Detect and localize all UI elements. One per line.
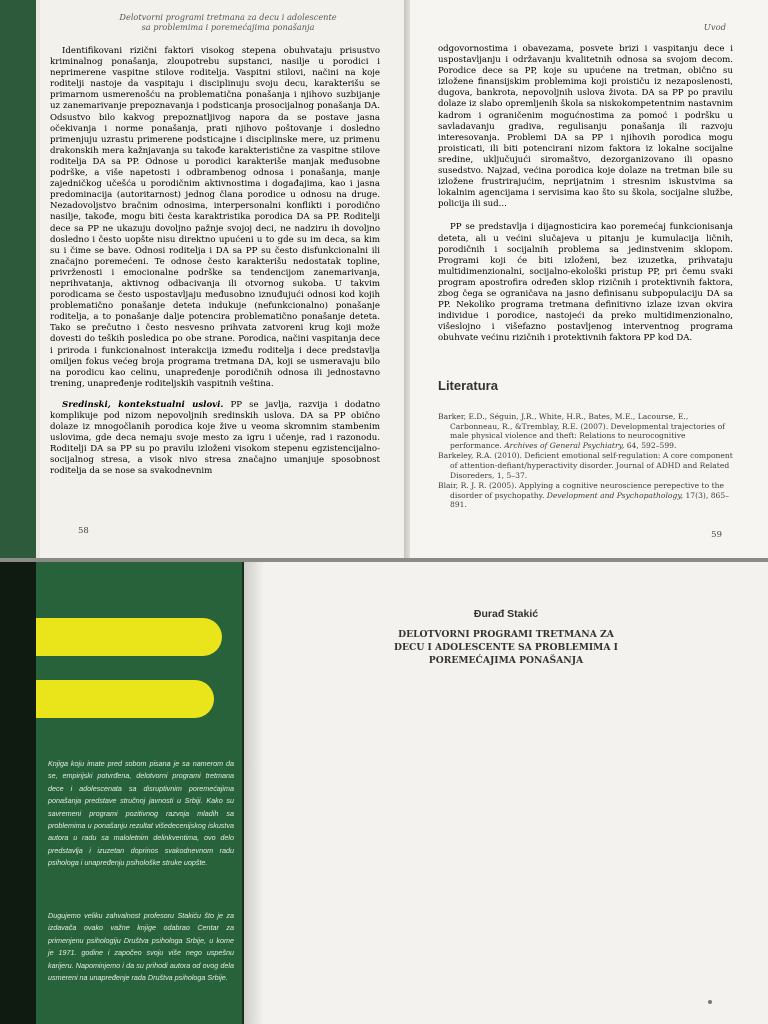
right-paragraph-2: PP se predstavlja i dijagnosticira kao poremećaj funkcionisanja deteta, ali u većini slučajeva u pitanju je kumulacija ličnih, porodičnih i socijalnih problema sa jedinstvenim sklopom. Programi koji će biti izloženi, bez izuzetka, prihvataju multidimenzionalni, socijalno-ekološki pristup PP, pri čemu svaki program apostrofira određen sklop rizičnih i protektivnih faktora, zbog čega se ograničava na jasno definisanu subpopulaciju DA sa PP. Nekoliko programa tretmana definitivno izlaze izvan okvira individue i porodice, nastojeći da preko multidimenzionalno, višeslojno i višefazno postavljenog interventnog programa obuhvate većinu rizičnih i protektivnih faktora PP kod DA. [438,222,733,344]
author-name: Đurađ Stakić [473,608,539,620]
section-lead: Sredinski, kontekstualni uslovi. [62,399,224,410]
left-header-line2: sa problemima i poremećajima ponašanja [141,22,315,32]
back-cover [36,562,242,1024]
page-mark [708,1000,712,1004]
reference-list [438,412,738,511]
title-line-2: DECU I ADOLESCENTE SA PROBLEMIMA I [394,642,618,653]
right-page-body [438,44,733,344]
right-running-header: Uvod [703,22,726,32]
cover-blurb-2: Dugujemo veliku zahvalnost profesoru Stakiću što je za izdavača ovako važne knjige odabrao Centar za primenjenu psihologiju Društva psihologa Srbije, u kome je 1971. godine i započeo svoju više nego uspešnu karijeru. Napominjemo i da su prihodi autora od ovog dela usmereni na unapređenje rada Društva psihologa Srbije. [48,911,234,983]
left-running-header [78,12,378,32]
yellow-bar-bottom [36,680,214,718]
literature-heading: Literatura [438,378,498,393]
left-header-line1: Delotvorni programi tretmana za decu i adolescente [119,12,337,22]
left-page-body [50,46,380,478]
book-edge [0,0,40,558]
right-paragraph-1: odgovornostima i obavezama, posvete brizi i vaspitanju dece i uspostavljanju i održavanju kvalitetnih odnosa sa svojom decom. Porodice dece sa PP, koje su upućene na tretman, obično su izložene finansijskim problemima koji proističu iz nezaposlenosti, dugova, bankrota, nepovoljnih uslova života. DA sa PP po pravilu dolaze iz slabo opremljenih škola sa niskokompetentnim nastavnim kadrom i ograničenim mogućnostima za pomoć i podršku u savladavanju gradiva, regulisanju ponašanja ili razvoju interesovanja. Problemi DA sa PP i njihovih porodica mogu proisticati, ili biti potencirani nizom faktora iz lokalne socijalne sredine, uključujući siromaštvo, dezorganizovano ili opasno susedstvo. Najzad, većina porodica koje dolaze na tretman bile su izložene frustrirajućim, neprijatnim i stresnim iskustvima sa lokalnim agencijama i servisima kao što su škola, socijalne službe, policija ili sud... [438,44,733,210]
title-line-1: DELOTVORNI PROGRAMI TRETMANA ZA [398,629,614,640]
page-number-right: 59 [711,530,722,540]
left-paragraph-2 [50,400,380,478]
reference-item: Blair, R. J. R. (2005). Applying a cognitive neuroscience perepective to the disorder of psychopathy. Development and Psychopathology, 17(3), 865–891. [438,481,729,510]
cover-blurb-1: Knjiga koju imate pred sobom pisana je sa namerom da se, empirijski potvrđena, delotvorni programi tretmana dece i adolescenata sa disruptivnim poremećajima ponašanja predstave stručnoj javnosti u Srbiji. Kako su savremeni programi pozitivnog razvoja mladih sa problemima u ponašanju rezultat višedecenijskog iskustva autora u radu sa maloletnim delinkventima, ovo delo predstavlja i izuzetan doprinos svakodnevnom radu psihologa i unapređenju psihološke struke uopšte. [48,759,234,868]
left-paragraph-2-text: PP se javlja, razvija i dodatno komplikuje pod nizom nepovoljnih sredinskih uslova. DA sa PP obično dolaze iz mnogočlanih porodica koje žive u veoma skromnim stambenim uslovima, gde deca nemaju svoje mesto za igru i učenje, rad i razonodu. Roditelji DA sa PP su po pravilu izloženi visokom stepenu egzistencijalno-socijalnog stresa, a visok nivo stresa značajno umanjuje sposobnost roditelja da se nose sa svakodnevnim [50,399,380,477]
title-line-3: POREMEĆAJIMA PONAŠANJA [428,655,584,666]
page-number-left: 58 [78,526,89,536]
reference-item: Barkeley, R.A. (2010). Deficient emotional self-regulation: A core component of attention-defiant/hyperactivity disorder. Journal of ADHD and Related Disoreders, 1, 5–37. [438,451,733,480]
reference-item: Barker, E.D., Séguin, J.R., White, H.R., Bates, M.E., Lacourse, E., Carbonneau, R., &Tremblay, R.E. (2007). Developmental trajectories of male physical violence and theft: Relations to neurocognitive performance. Archives of General Psychiatry, 64, 592–599. [438,412,725,450]
cover-dark-strip [0,562,36,1024]
book-title [244,628,768,667]
yellow-bar-top [36,618,222,656]
left-paragraph-1: Identifikovani rizični faktori visokog stepena obuhvataju prisustvo kriminalnog ponašanja, zloupotrebu supstanci, nasilje u porodici i neprimerene vaspitne stilove roditelja. Vaspitni stilovi, načini na koje roditelji nastoje da vaspitaju i disciplinuju svoju decu, karakterišu se primarnom usmerenošću na problematična ponašanja i njihovo suzbijanje uz zanemarivanje prepoznavanja i podsticanja prosocijalnog ponašanja DA. Odsustvo bilo kakvog prepoznatljivog napora da se postave jasna očekivanja i norme ponašanja, prati njihovo poštovanje i dosledno primenjuju uzrastu primerene podsticajne i disciplinske mere, uz primenu drakonskih mera kažnjavanja su takođe karakteristične za vaspitne stilove roditelja DA sa PP. Odnose u porodici karakteriše manjak međusobne podrške, a više napetosti i odbrambenog odnosa i ponašanja, manje zajedničkog učešća u porodičnim aktivnostima i događajima, kao i jasna predominacija (autoritarnost) jednog člana porodice u odnosu na druge. Nezadovoljstvo bračnim odnosima, interpersonalni konflikti i porodično nasilje, takođe, mogu biti česta karaktristika porodica DA sa PP. Roditelji dece sa PP ne ukazuju dovoljno pažnje svojoj deci, ne nadziru ih dovoljno dosledno i često uopšte nisu direktno upućeni u to gde su im deca, sa kim su i čime se bave. Odnosi roditelja i DA sa PP su često disfunkcionalni ili značajno poremećeni. Te odnose često karakterišu nedostatak topline, privrženosti i emocionalne podrške sa tendencijom zanemarivanja, neprihvatanja, aktivnog odbacivanja ili otvornog sukoba. U takvim porodicama se često uspostavljaju međusobno iznuđujući odnosi kod kojih problematično ponašanje deteta indukuje (nefunkcionalno) ponašanje roditelja, a to ponašanje dalje potencira problematično ponašanje deteta. Tako se prečutno i često nesvesno prihvata zatvoreni krug koji može dovesti do teških posledica po obe strane. Porodica, načini vaspitanja dece i priroda i funkcionalnost interakcija između roditelja i dece predstavlja omiljen fokus većeg broja programa tretmana DA, koji se usmeravaju bilo na porodicu kao celinu, unapređenje porodičnih odnosa ili jednostavno trening, unapređenje roditeljskih vaspitnih veština. [50,46,380,389]
